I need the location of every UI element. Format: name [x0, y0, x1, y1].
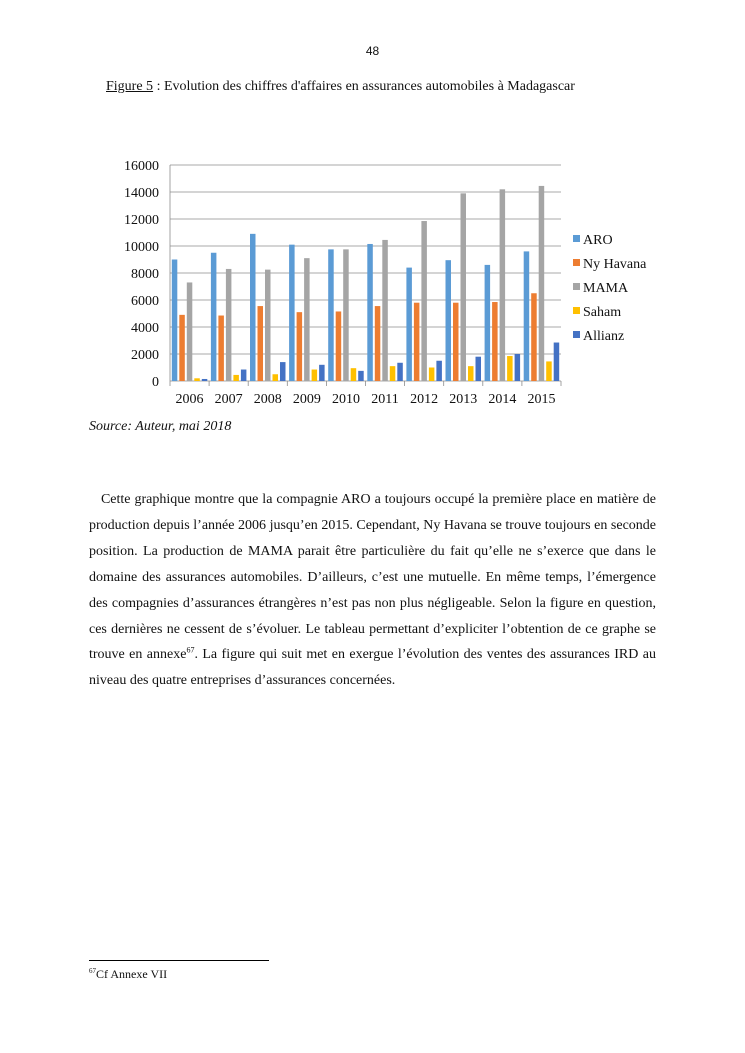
y-tick-label: 14000 — [124, 186, 159, 201]
bar-mama — [421, 221, 427, 381]
bar-aro — [446, 260, 452, 381]
bar-allianz — [358, 371, 364, 381]
footnote-separator — [89, 960, 269, 961]
figure-source: Source: Auteur, mai 2018 — [89, 419, 232, 434]
bar-allianz — [515, 354, 521, 381]
page-number: 48 — [365, 44, 380, 58]
bar-aro — [172, 260, 178, 382]
body-text-part1: Cette graphique montre que la compagnie ARO a toujours occupé la première place en matière de production depuis l’année 2006 jusqu’en 2015. Cependant, Ny Havana se trouve toujours en seconde position. La production de MAMA parait être particulière du fait qu’elle ne s’exerce que dans le domaine des assurances automobiles. D’ailleurs, c’est une mutuelle. En même temps, l’émergence des compagnies d’assurances étrangères n’est pas non plus négligeable. Selon la figure en question, ces dernières ne cessent de s’évoluer. Le tableau permettant d’expliciter l’obtention de ce graphe se trouve en annexe — [89, 492, 657, 663]
y-tick-label: 12000 — [124, 213, 159, 228]
bar-ny-havana — [218, 316, 224, 381]
legend-swatch — [573, 283, 580, 290]
y-tick-label: 8000 — [131, 267, 159, 282]
x-tick-label: 2010 — [331, 392, 360, 407]
legend-label: Ny Havana — [583, 257, 647, 272]
bar-allianz — [202, 379, 208, 381]
bar-ny-havana — [258, 306, 264, 381]
x-tick-label: 2012 — [410, 392, 439, 407]
bar-ny-havana — [297, 312, 303, 381]
bar-aro — [289, 245, 295, 381]
bar-aro — [524, 251, 530, 381]
legend-swatch — [573, 307, 580, 314]
legend-swatch — [573, 235, 580, 242]
bar-allianz — [554, 343, 560, 381]
legend-label: Saham — [583, 305, 622, 320]
y-tick-label: 0 — [152, 375, 159, 390]
bar-saham — [194, 378, 200, 381]
x-tick-label: 2009 — [292, 392, 321, 407]
body-text-part2: . La figure qui suit met en exergue l’évolution des ventes des assurances IRD au niveau des quatre entreprises d’assurances concernées. — [89, 647, 657, 689]
bar-ny-havana — [531, 293, 537, 381]
bar-allianz — [319, 365, 325, 381]
legend-label: Allianz — [583, 329, 625, 344]
bar-saham — [507, 356, 512, 381]
bar-aro — [211, 253, 217, 381]
x-tick-label: 2008 — [253, 392, 282, 407]
x-tick-label: 2013 — [449, 392, 478, 407]
legend-swatch — [573, 259, 580, 266]
bar-mama — [187, 282, 193, 381]
legend-swatch — [573, 331, 580, 338]
y-tick-label: 4000 — [131, 321, 159, 336]
bar-allianz — [397, 363, 403, 381]
bar-saham — [233, 375, 239, 381]
bar-ny-havana — [375, 306, 381, 381]
figure-label: Figure 5 — [106, 79, 154, 94]
bar-chart — [0, 0, 745, 420]
bar-ny-havana — [492, 302, 498, 381]
y-tick-label: 16000 — [124, 159, 159, 174]
bar-aro — [367, 244, 373, 381]
bar-saham — [429, 368, 435, 382]
legend-label: MAMA — [583, 281, 629, 296]
bar-mama — [343, 249, 349, 381]
footnote — [89, 967, 167, 982]
bar-saham — [468, 366, 474, 381]
bar-mama — [304, 258, 310, 381]
bar-saham — [273, 374, 279, 381]
bar-mama — [500, 189, 506, 381]
x-tick-label: 2006 — [175, 392, 204, 407]
bar-saham — [390, 366, 396, 381]
bar-ny-havana — [453, 303, 459, 381]
bar-allianz — [241, 370, 247, 381]
bar-allianz — [280, 362, 286, 381]
body-paragraph — [89, 487, 656, 694]
y-tick-label: 6000 — [131, 294, 159, 309]
bar-mama — [265, 270, 271, 381]
bar-saham — [351, 368, 357, 381]
bar-ny-havana — [414, 303, 420, 381]
bar-mama — [539, 186, 545, 381]
x-tick-label: 2011 — [371, 392, 399, 407]
legend-label: ARO — [583, 233, 613, 248]
x-tick-label: 2015 — [527, 392, 556, 407]
bar-aro — [406, 268, 412, 381]
bar-mama — [382, 240, 388, 381]
bar-ny-havana — [336, 311, 342, 381]
bar-ny-havana — [179, 315, 185, 381]
bar-mama — [461, 193, 467, 381]
footnote-reference[interactable]: 67 — [186, 645, 195, 655]
bar-saham — [312, 370, 318, 381]
figure-caption-text: : Evolution des chiffres d'affaires en assurances automobiles à Madagascar — [153, 79, 575, 94]
footnote-number: 67 — [89, 967, 96, 975]
x-tick-label: 2014 — [488, 392, 517, 407]
bar-aro — [328, 249, 334, 381]
y-tick-label: 10000 — [124, 240, 159, 255]
bar-saham — [546, 361, 552, 381]
bar-aro — [485, 265, 491, 381]
x-tick-label: 2007 — [214, 392, 243, 407]
bar-allianz — [436, 361, 442, 381]
bar-mama — [226, 269, 232, 381]
bar-allianz — [476, 357, 482, 381]
bar-aro — [250, 234, 256, 381]
footnote-text: Cf Annexe VII — [96, 967, 168, 981]
y-tick-label: 2000 — [131, 348, 159, 363]
